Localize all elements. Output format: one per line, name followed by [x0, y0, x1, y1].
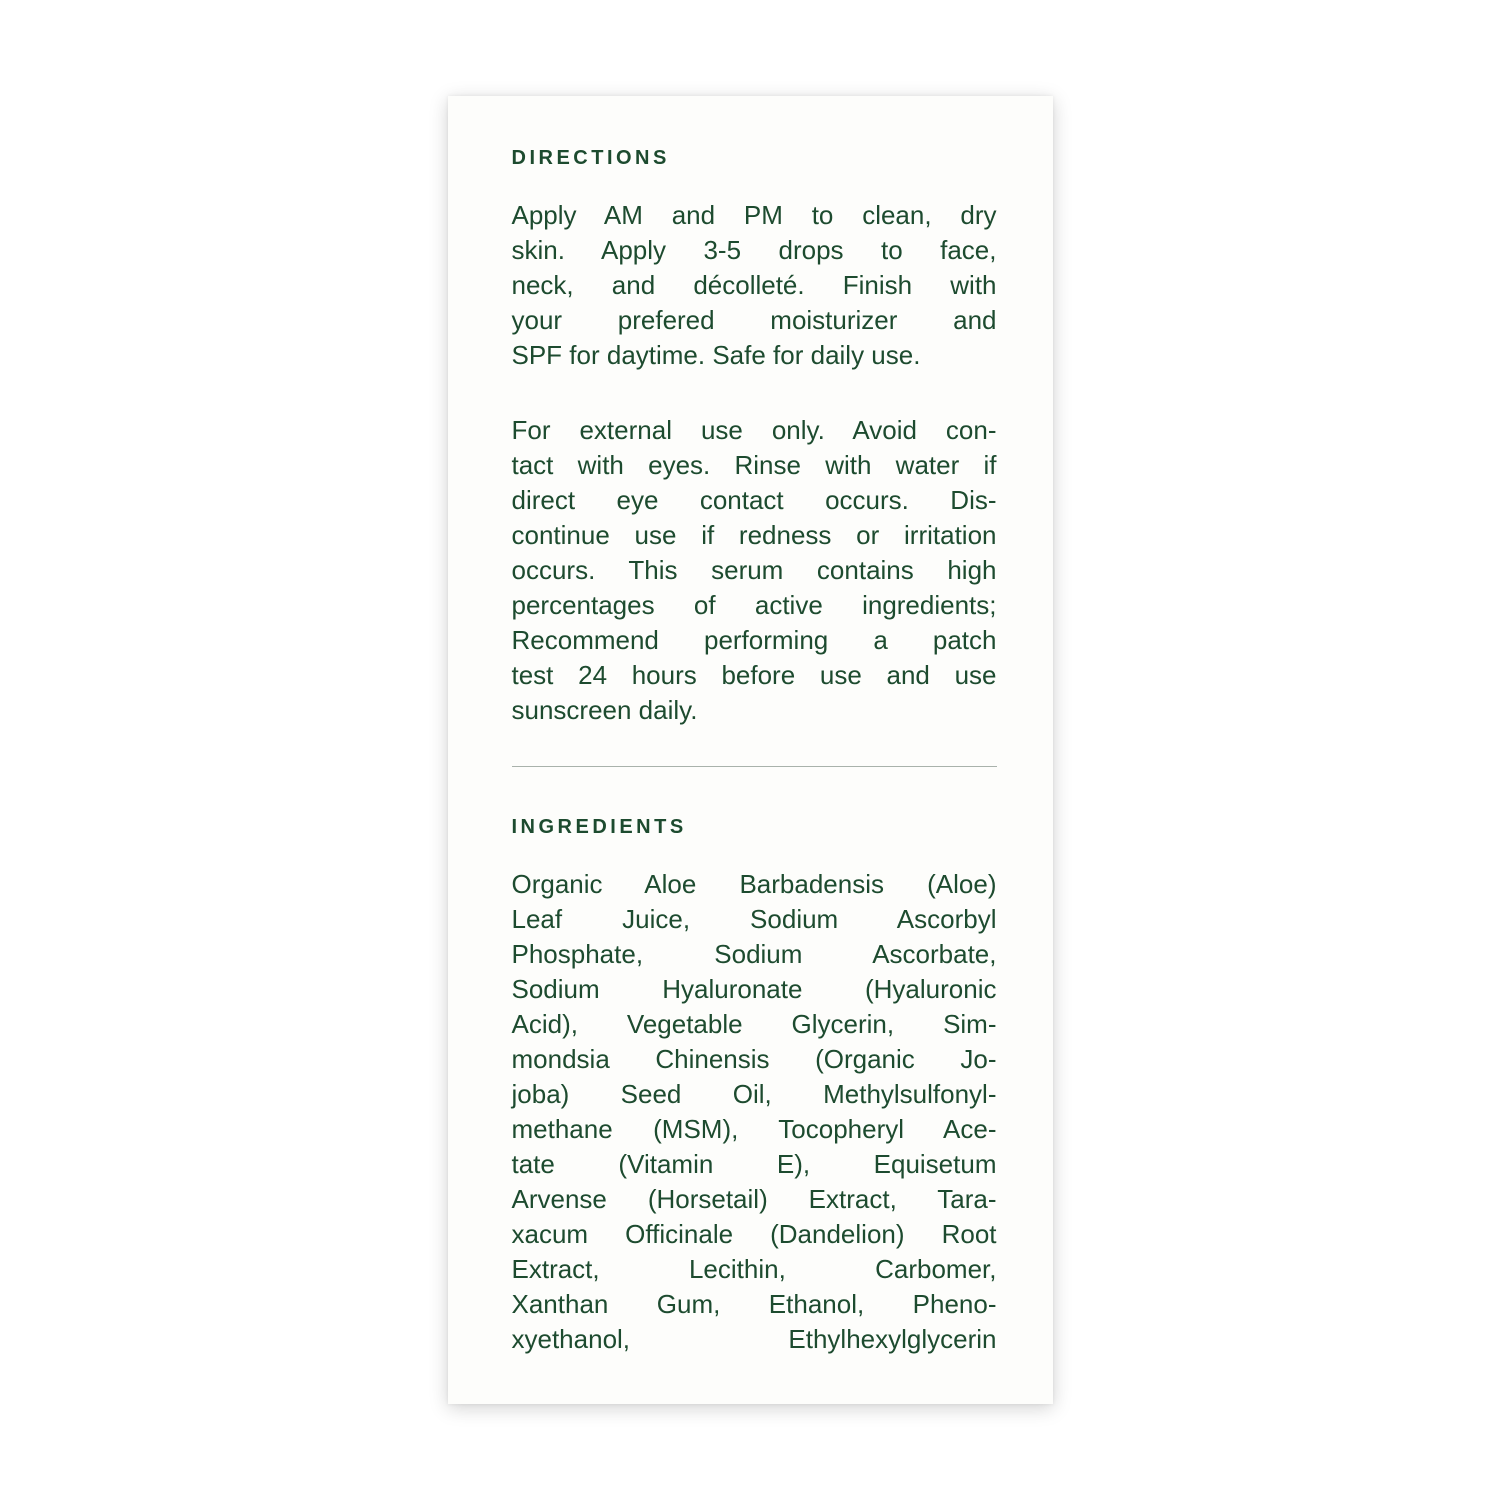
text-line: Recommend performing a patch [511, 625, 997, 655]
text-line: For external use only. Avoid con- [511, 415, 997, 445]
product-label-card [448, 96, 1053, 1404]
text-line: mondsia Chinensis (Organic Jo- [511, 1044, 997, 1074]
text-line: Xanthan Gum, Ethanol, Pheno- [511, 1289, 997, 1319]
text-line: percentages of active ingredients; [511, 590, 997, 620]
text-line: neck, and décolleté. Finish with [511, 270, 997, 300]
text-line: tate (Vitamin E), Equisetum [511, 1149, 997, 1179]
text-line: Organic Aloe Barbadensis (Aloe) [511, 869, 997, 899]
text-line: Apply AM and PM to clean, dry [511, 200, 997, 230]
text-line: skin. Apply 3-5 drops to face, [511, 235, 997, 265]
text-line: xacum Officinale (Dandelion) Root [511, 1219, 997, 1249]
text-line: test 24 hours before use and use [511, 660, 997, 690]
text-line: direct eye contact occurs. Dis- [511, 485, 997, 515]
text-line: occurs. This serum contains high [511, 555, 997, 585]
text-line: Phosphate, Sodium Ascorbate, [511, 939, 997, 969]
ingredients-heading: INGREDIENTS [511, 816, 687, 838]
text-line: Acid), Vegetable Glycerin, Sim- [511, 1009, 997, 1039]
directions-section [512, 146, 997, 728]
section-divider [512, 766, 997, 767]
directions-body [512, 198, 997, 728]
text-line: continue use if redness or irritation [511, 520, 997, 550]
text-line: methane (MSM), Tocopheryl Ace- [511, 1114, 997, 1144]
text-line: tact with eyes. Rinse with water if [511, 450, 997, 480]
text-line: sunscreen daily. [511, 695, 698, 725]
text-line: Arvense (Horsetail) Extract, Tara- [511, 1184, 997, 1214]
paragraph [512, 413, 997, 728]
directions-heading: DIRECTIONS [511, 147, 670, 169]
text-line: joba) Seed Oil, Methylsulfonyl- [511, 1079, 997, 1109]
paragraph [512, 198, 997, 373]
paragraph [512, 867, 997, 1357]
text-line: Extract, Lecithin, Carbomer, [511, 1254, 997, 1284]
ingredients-body [512, 867, 997, 1357]
text-line: your prefered moisturizer and [511, 305, 997, 335]
text-line: Sodium Hyaluronate (Hyaluronic [511, 974, 997, 1004]
text-line: Leaf Juice, Sodium Ascorbyl [511, 904, 997, 934]
text-line: SPF for daytime. Safe for daily use. [511, 340, 921, 370]
text-line: xyethanol, Ethylhexylglycerin [511, 1324, 997, 1354]
ingredients-section [512, 815, 997, 1357]
